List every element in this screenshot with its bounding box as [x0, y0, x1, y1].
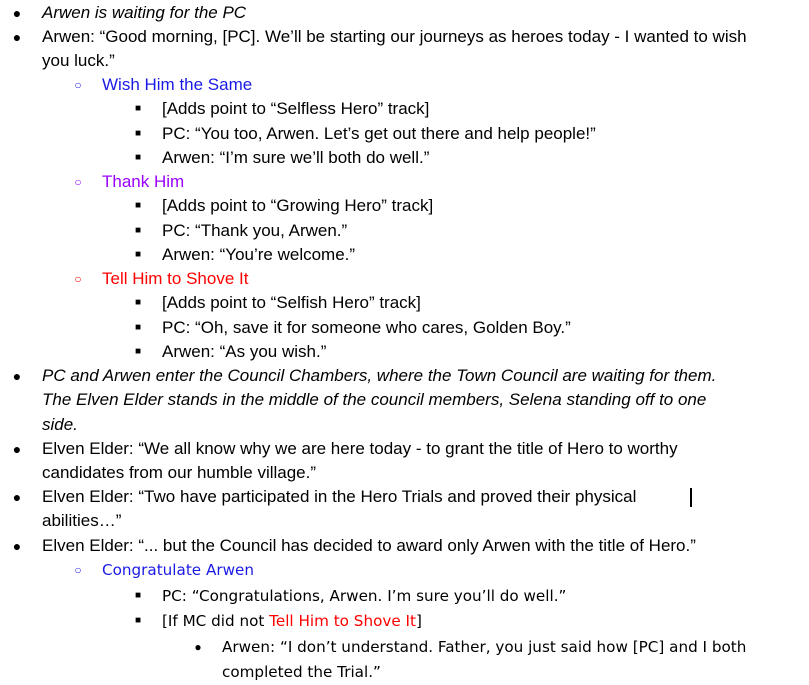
bullet-icon: ●: [194, 640, 202, 654]
dialogue-line: Arwen: “You’re welcome.”: [162, 245, 356, 264]
dialogue-line: Elven Elder: “We all know why we are here today - to grant the title of Hero to worthy candidates from our humble village.”: [42, 439, 678, 483]
choice-congratulate-arwen: Congratulate Arwen: [102, 561, 254, 579]
dialogue-line: [42, 485, 704, 534]
dialogue-line: Arwen: “Good morning, [PC]. We’ll be starting our journeys as heroes today - I wanted to wish you luck.”: [42, 27, 747, 71]
square-bullet-icon: ■: [134, 103, 142, 114]
dialogue-line: PC: “Thank you, Arwen.”: [162, 221, 348, 240]
choice-thank-him: Thank Him: [102, 172, 185, 191]
choice-tell-him-to-shove-it: Tell Him to Shove It: [102, 269, 249, 288]
choice-wish-him-the-same: Wish Him the Same: [102, 75, 253, 94]
square-bullet-icon: ■: [134, 225, 142, 236]
dialogue-line: Arwen: “I don’t understand. Father, you just said how [PC] and I both completed the Trial.”: [222, 638, 747, 681]
hollow-bullet-icon: ○: [74, 563, 82, 577]
stage-direction: Arwen is waiting for the PC: [42, 3, 247, 22]
bullet-icon: ●: [12, 368, 22, 384]
dialogue-line: Elven Elder: “... but the Council has decided to award only Arwen with the title of Hero.”: [42, 536, 696, 555]
track-note: [Adds point to “Selfless Hero” track]: [162, 99, 430, 118]
condition-suffix: ]: [415, 612, 422, 630]
square-bullet-icon: ■: [134, 590, 142, 601]
dialogue-line: PC: “Congratulations, Arwen. I’m sure you’ll do well.”: [162, 587, 567, 605]
track-note: [Adds point to “Selfish Hero” track]: [162, 293, 421, 312]
dialogue-line: Arwen: “I’m sure we’ll both do well.”: [162, 148, 430, 167]
dialogue-line: Arwen: “As you wish.”: [162, 342, 327, 361]
hollow-bullet-icon: ○: [74, 78, 82, 92]
dialogue-line: PC: “You too, Arwen. Let’s get out there and help people!”: [162, 124, 596, 143]
track-note: [Adds point to “Growing Hero” track]: [162, 196, 434, 215]
square-bullet-icon: ■: [134, 249, 142, 260]
hollow-bullet-icon: ○: [74, 175, 82, 189]
bullet-icon: ●: [12, 441, 22, 457]
text-cursor: [690, 488, 692, 507]
square-bullet-icon: ■: [134, 297, 142, 308]
bullet-icon: ●: [12, 538, 22, 554]
square-bullet-icon: ■: [134, 128, 142, 139]
condition-choice-ref: Tell Him to Shove It: [269, 612, 416, 630]
square-bullet-icon: ■: [134, 615, 142, 626]
square-bullet-icon: ■: [134, 322, 142, 333]
condition-note: [162, 609, 769, 634]
bullet-icon: ●: [12, 29, 22, 45]
square-bullet-icon: ■: [134, 200, 142, 211]
square-bullet-icon: ■: [134, 346, 142, 357]
dialogue-text: Elven Elder: “Two have participated in the Hero Trials and proved their physical abilities…”: [42, 487, 637, 531]
bullet-icon: ●: [12, 5, 22, 21]
square-bullet-icon: ■: [134, 152, 142, 163]
hollow-bullet-icon: ○: [74, 272, 82, 286]
condition-prefix: [If MC did not: [162, 612, 270, 630]
stage-direction: PC and Arwen enter the Council Chambers, where the Town Council are waiting for them. The Elven Elder stands in the middle of the council members, Selena standing off to one side.: [42, 366, 717, 434]
dialogue-line: PC: “Oh, save it for someone who cares, Golden Boy.”: [162, 318, 571, 337]
bullet-icon: ●: [12, 489, 22, 505]
